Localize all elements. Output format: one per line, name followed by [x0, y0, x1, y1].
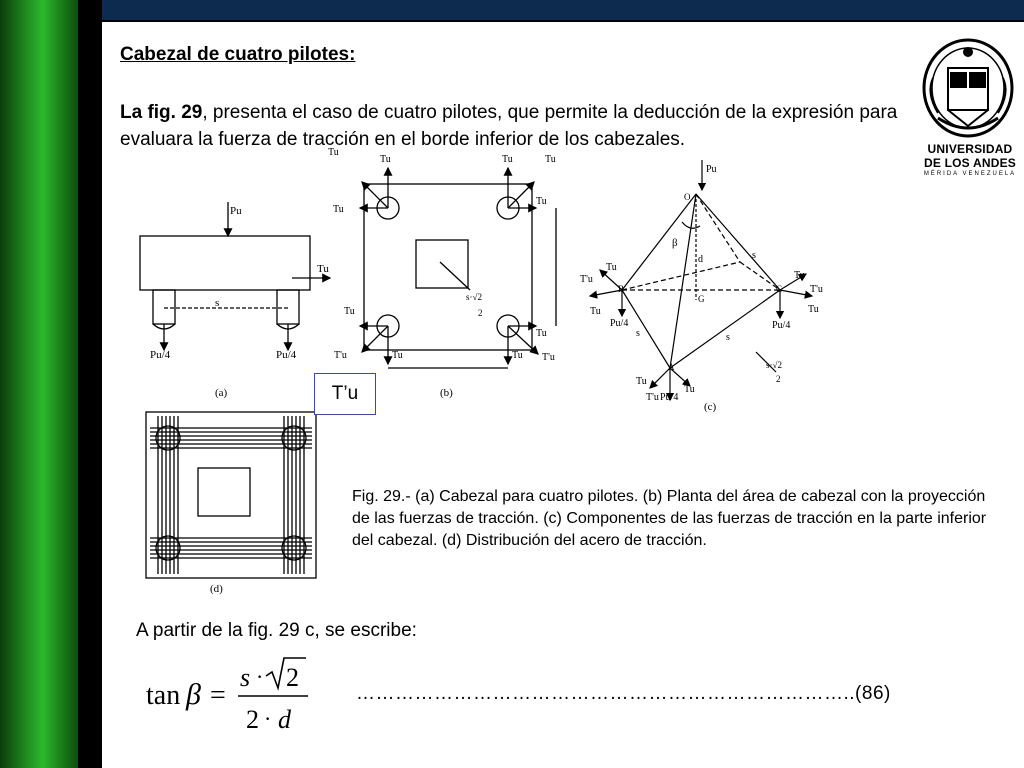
fig-b-tu-11: Tu: [512, 350, 523, 361]
equation-86: [146, 650, 326, 740]
fig-b-caption: (b): [440, 387, 453, 399]
fig-c-s-3: s: [726, 332, 730, 343]
denominator-two: 2: [246, 705, 259, 734]
fig-c-s-2: s: [636, 328, 640, 339]
fig-reference: La fig. 29: [120, 102, 203, 123]
fig-c-tu-6: Tu: [808, 304, 819, 315]
fig-c-tu-3: Tu: [590, 306, 601, 317]
logo-line1: UNIVERSIDAD: [927, 142, 1013, 156]
formula-intro: A partir de la fig. 29 c, se escribe:: [136, 620, 417, 641]
fig-b-tu-2: Tu: [380, 154, 391, 165]
fig-c-pu-label: Pu: [706, 164, 717, 175]
fig-c-beta-label: β: [672, 237, 678, 249]
numerator-dot: ·: [256, 664, 264, 689]
fig-b-tu-3: Tu: [502, 154, 513, 165]
tu-prime-callout: T’u: [314, 373, 376, 415]
fig-c-pu4-2: Pu/4: [772, 320, 791, 331]
fig-c-tu-7: Tu: [636, 376, 647, 387]
fig-b-tu-5: Tu: [333, 204, 344, 215]
fig-b-tu-4: Tu: [545, 154, 556, 165]
fig-c-b-label: B: [618, 284, 625, 294]
equation-number-line: …………………………………………………………………..(86): [356, 683, 891, 704]
fig-a-pu4-right: Pu/4: [276, 349, 297, 361]
fig-b-tu-10: Tu: [392, 350, 403, 361]
fig-c-d-label: d: [698, 254, 703, 265]
paragraph-text: , presenta el caso de cuatro pilotes, que permite la deducción de la expresión para evaluara la fuerza de tracción en el borde inferior de los cabezales.: [120, 102, 898, 150]
fig-b-tu-7: Tu: [344, 306, 355, 317]
tan-label: tan: [146, 680, 181, 711]
logo-line3: MÉRIDA VENEZUELA: [923, 171, 1017, 177]
denominator-dot: ·: [264, 706, 272, 731]
fig-c-tu-2: Tu: [606, 262, 617, 273]
fig-c-tu-4: Tu: [794, 270, 805, 281]
slide-heading: Cabezal de cuatro pilotes:: [120, 44, 356, 65]
fig-c-tu-1: T'u: [580, 274, 593, 285]
fig-c-sroot2: s·√2: [766, 360, 782, 370]
figure-b: [360, 168, 556, 368]
fig-c-o-label: O: [684, 192, 691, 202]
fig-b-over2: 2: [478, 308, 483, 318]
fig-c-a-label: A: [668, 362, 675, 372]
fig-c-tu-9: T'u: [646, 392, 659, 403]
fig-a-pu4-left: Pu/4: [150, 349, 171, 361]
fig-a-tu-label: Tu: [317, 263, 329, 275]
figure-d: [146, 412, 316, 578]
fig-c-tu-8: Tu: [684, 384, 695, 395]
fig-c-s-1: s: [752, 250, 756, 261]
numerator-two: 2: [286, 663, 299, 692]
fig-b-tu-12: T'u: [542, 352, 555, 363]
fig-b-sroot2: s·√2: [466, 292, 482, 302]
denominator-d: d: [278, 705, 291, 734]
fig-c-pu4-3: Pu/4: [660, 392, 679, 403]
fig-c-g-label: G: [698, 294, 705, 304]
beta-symbol: β: [186, 678, 201, 711]
fig-b-tu-1: Tu: [328, 147, 339, 158]
logo-line2: DE LOS ANDES: [924, 156, 1016, 170]
figure-a: [140, 202, 330, 350]
fig-c-c-label: C: [776, 284, 783, 294]
fig-d-caption: (d): [210, 583, 223, 595]
fig-b-tu-9: T'u: [334, 350, 347, 361]
fig-b-tu-8: Tu: [536, 328, 547, 339]
fig-b-tu-6: Tu: [536, 196, 547, 207]
numerator-s: s: [240, 663, 251, 692]
fig-a-caption: (a): [215, 387, 228, 399]
fig-c-tu-5: T'u: [810, 284, 823, 295]
equals-sign: =: [210, 680, 226, 711]
fig-c-caption: (c): [704, 401, 717, 413]
fig-a-pu-label: Pu: [230, 205, 242, 217]
figure-caption: Fig. 29.- (a) Cabezal para cuatro pilotes. (b) Planta del área de cabezal con la proyección de las fuerzas de tracción. (c) Componentes de las fuerzas de tracción en la parte inferior del cabezal. (d) Distribución del acero de tracción.: [352, 488, 987, 549]
fig-c-over2: 2: [776, 374, 781, 384]
fig-a-s-label: s: [215, 297, 220, 309]
fig-c-pu4-1: Pu/4: [610, 318, 629, 329]
